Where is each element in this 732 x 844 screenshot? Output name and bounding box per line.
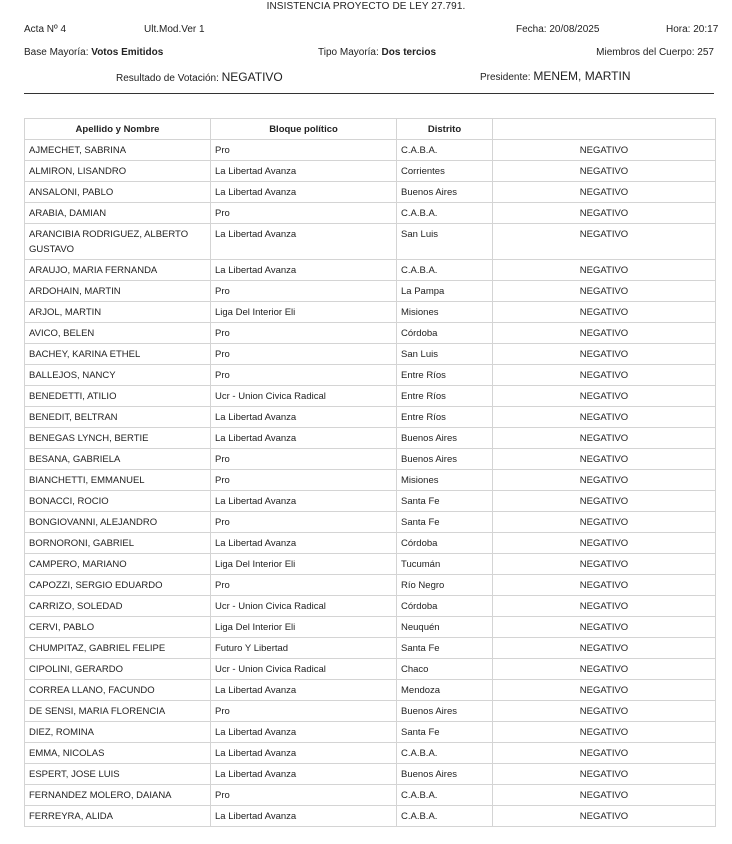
cell-vote: NEGATIVO — [493, 344, 715, 364]
table-row — [25, 596, 715, 616]
cell-district: Buenos Aires — [397, 449, 492, 469]
cell-district: Santa Fe — [397, 638, 492, 658]
table-row — [25, 281, 715, 301]
cell-bloc: La Libertad Avanza — [211, 533, 396, 553]
cell-vote: NEGATIVO — [493, 428, 715, 448]
cell-district: Córdoba — [397, 323, 492, 343]
cell-bloc: Pro — [211, 323, 396, 343]
vote-date: Fecha: 20/08/2025 — [516, 24, 600, 35]
cell-bloc: Pro — [211, 701, 396, 721]
cell-bloc: Ucr - Union Civica Radical — [211, 659, 396, 679]
cell-bloc: Pro — [211, 575, 396, 595]
cell-name: BACHEY, KARINA ETHEL — [25, 344, 210, 364]
president-value: MENEM, MARTIN — [533, 69, 631, 83]
table-row — [25, 407, 715, 427]
vote-table-body — [25, 140, 715, 826]
cell-vote: NEGATIVO — [493, 302, 715, 322]
cell-name: BALLEJOS, NANCY — [25, 365, 210, 385]
cell-district: C.A.B.A. — [397, 260, 492, 280]
cell-district: Neuquén — [397, 617, 492, 637]
table-row — [25, 575, 715, 595]
base-majority-value: Votos Emitidos — [91, 47, 164, 58]
cell-name: AVICO, BELEN — [25, 323, 210, 343]
cell-vote: NEGATIVO — [493, 140, 715, 160]
cell-vote: NEGATIVO — [493, 638, 715, 658]
cell-district: Entre Ríos — [397, 365, 492, 385]
cell-name: CIPOLINI, GERARDO — [25, 659, 210, 679]
cell-bloc: Pro — [211, 512, 396, 532]
column-header-bloc: Bloque político — [211, 119, 396, 139]
document-title: INSISTENCIA PROYECTO DE LEY 27.791. — [266, 1, 466, 12]
cell-district: C.A.B.A. — [397, 785, 492, 805]
cell-vote: NEGATIVO — [493, 365, 715, 385]
cell-vote: NEGATIVO — [493, 659, 715, 679]
cell-bloc: La Libertad Avanza — [211, 806, 396, 826]
table-row — [25, 428, 715, 448]
cell-district: C.A.B.A. — [397, 743, 492, 763]
cell-name: AJMECHET, SABRINA — [25, 140, 210, 160]
cell-vote: NEGATIVO — [493, 203, 715, 223]
cell-vote: NEGATIVO — [493, 617, 715, 637]
cell-name: BORNORONI, GABRIEL — [25, 533, 210, 553]
cell-name: CERVI, PABLO — [25, 617, 210, 637]
vote-result-label: Resultado de Votación: — [116, 73, 219, 84]
cell-district: La Pampa — [397, 281, 492, 301]
cell-vote: NEGATIVO — [493, 281, 715, 301]
cell-bloc: Pro — [211, 203, 396, 223]
majority-type-label: Tipo Mayoría: — [318, 47, 379, 58]
cell-bloc: La Libertad Avanza — [211, 428, 396, 448]
cell-bloc: La Libertad Avanza — [211, 161, 396, 181]
vote-result — [116, 70, 283, 84]
cell-vote: NEGATIVO — [493, 701, 715, 721]
vote-result-value: NEGATIVO — [221, 70, 283, 84]
table-row — [25, 470, 715, 490]
cell-district: Buenos Aires — [397, 764, 492, 784]
cell-vote: NEGATIVO — [493, 680, 715, 700]
cell-bloc: Ucr - Union Civica Radical — [211, 386, 396, 406]
table-row — [25, 344, 715, 364]
cell-district: Mendoza — [397, 680, 492, 700]
table-row — [25, 680, 715, 700]
cell-bloc: La Libertad Avanza — [211, 764, 396, 784]
table-row — [25, 533, 715, 553]
cell-name: BIANCHETTI, EMMANUEL — [25, 470, 210, 490]
table-row — [25, 659, 715, 679]
table-row — [25, 302, 715, 322]
cell-vote: NEGATIVO — [493, 785, 715, 805]
president-label: Presidente: — [480, 72, 531, 83]
cell-vote: NEGATIVO — [493, 533, 715, 553]
cell-name: FERNANDEZ MOLERO, DAIANA — [25, 785, 210, 805]
cell-vote: NEGATIVO — [493, 224, 715, 259]
table-row — [25, 365, 715, 385]
cell-name: BENEGAS LYNCH, BERTIE — [25, 428, 210, 448]
cell-name: ESPERT, JOSE LUIS — [25, 764, 210, 784]
cell-name: BONACCI, ROCIO — [25, 491, 210, 511]
cell-bloc: Pro — [211, 785, 396, 805]
cell-name: ARAUJO, MARIA FERNANDA — [25, 260, 210, 280]
cell-name: DE SENSI, MARIA FLORENCIA — [25, 701, 210, 721]
cell-bloc: Ucr - Union Civica Radical — [211, 596, 396, 616]
cell-vote: NEGATIVO — [493, 407, 715, 427]
cell-district: Tucumán — [397, 554, 492, 574]
table-row — [25, 638, 715, 658]
cell-vote: NEGATIVO — [493, 491, 715, 511]
cell-name: ARANCIBIA RODRIGUEZ, ALBERTO GUSTAVO — [25, 224, 210, 259]
cell-district: San Luis — [397, 344, 492, 364]
cell-district: Buenos Aires — [397, 701, 492, 721]
cell-vote: NEGATIVO — [493, 182, 715, 202]
majority-type-value: Dos tercios — [381, 47, 437, 58]
table-row — [25, 224, 715, 259]
cell-name: ARDOHAIN, MARTIN — [25, 281, 210, 301]
cell-vote: NEGATIVO — [493, 596, 715, 616]
cell-name: CAPOZZI, SERGIO EDUARDO — [25, 575, 210, 595]
cell-bloc: Pro — [211, 365, 396, 385]
table-row — [25, 449, 715, 469]
cell-name: BENEDIT, BELTRAN — [25, 407, 210, 427]
cell-name: ARJOL, MARTIN — [25, 302, 210, 322]
cell-district: Buenos Aires — [397, 182, 492, 202]
cell-district: Entre Ríos — [397, 386, 492, 406]
cell-district: Chaco — [397, 659, 492, 679]
cell-district: Santa Fe — [397, 491, 492, 511]
cell-district: Santa Fe — [397, 512, 492, 532]
cell-vote: NEGATIVO — [493, 575, 715, 595]
vote-time: Hora: 20:17 — [666, 24, 719, 35]
president — [480, 69, 631, 83]
cell-vote: NEGATIVO — [493, 764, 715, 784]
cell-district: C.A.B.A. — [397, 140, 492, 160]
cell-district: Misiones — [397, 470, 492, 490]
cell-vote: NEGATIVO — [493, 722, 715, 742]
cell-name: BONGIOVANNI, ALEJANDRO — [25, 512, 210, 532]
cell-name: EMMA, NICOLAS — [25, 743, 210, 763]
cell-bloc: La Libertad Avanza — [211, 680, 396, 700]
base-majority — [24, 47, 163, 58]
cell-name: CAMPERO, MARIANO — [25, 554, 210, 574]
table-row — [25, 554, 715, 574]
cell-bloc: Liga Del Interior Eli — [211, 302, 396, 322]
header-divider — [24, 93, 714, 94]
cell-vote: NEGATIVO — [493, 386, 715, 406]
cell-district: Buenos Aires — [397, 428, 492, 448]
cell-bloc: La Libertad Avanza — [211, 491, 396, 511]
cell-bloc: La Libertad Avanza — [211, 182, 396, 202]
cell-name: BESANA, GABRIELA — [25, 449, 210, 469]
cell-name: CARRIZO, SOLEDAD — [25, 596, 210, 616]
table-row — [25, 140, 715, 160]
column-header-district: Distrito — [397, 119, 492, 139]
cell-name: DIEZ, ROMINA — [25, 722, 210, 742]
cell-bloc: Futuro Y Libertad — [211, 638, 396, 658]
cell-bloc: Liga Del Interior Eli — [211, 554, 396, 574]
base-majority-label: Base Mayoría: — [24, 47, 89, 58]
cell-district: C.A.B.A. — [397, 806, 492, 826]
cell-vote: NEGATIVO — [493, 449, 715, 469]
table-row — [25, 161, 715, 181]
cell-bloc: Pro — [211, 281, 396, 301]
cell-name: BENEDETTI, ATILIO — [25, 386, 210, 406]
table-header-row — [25, 119, 715, 139]
table-row — [25, 806, 715, 826]
cell-district: Santa Fe — [397, 722, 492, 742]
cell-name: FERREYRA, ALIDA — [25, 806, 210, 826]
cell-vote: NEGATIVO — [493, 554, 715, 574]
table-row — [25, 512, 715, 532]
cell-vote: NEGATIVO — [493, 743, 715, 763]
cell-name: CHUMPITAZ, GABRIEL FELIPE — [25, 638, 210, 658]
table-row — [25, 323, 715, 343]
column-header-vote — [493, 119, 715, 139]
cell-bloc: La Libertad Avanza — [211, 224, 396, 259]
cell-district: C.A.B.A. — [397, 203, 492, 223]
cell-bloc: Pro — [211, 449, 396, 469]
table-row — [25, 617, 715, 637]
cell-district: Misiones — [397, 302, 492, 322]
cell-vote: NEGATIVO — [493, 512, 715, 532]
table-row — [25, 764, 715, 784]
cell-district: San Luis — [397, 224, 492, 259]
majority-type — [318, 47, 436, 58]
last-modified-version: Ult.Mod.Ver 1 — [144, 24, 205, 35]
cell-name: ANSALONI, PABLO — [25, 182, 210, 202]
table-row — [25, 785, 715, 805]
cell-vote: NEGATIVO — [493, 161, 715, 181]
cell-district: Córdoba — [397, 533, 492, 553]
cell-district: Entre Ríos — [397, 407, 492, 427]
cell-bloc: La Libertad Avanza — [211, 260, 396, 280]
cell-bloc: Pro — [211, 140, 396, 160]
table-row — [25, 203, 715, 223]
table-row — [25, 701, 715, 721]
cell-bloc: Liga Del Interior Eli — [211, 617, 396, 637]
cell-district: Río Negro — [397, 575, 492, 595]
cell-vote: NEGATIVO — [493, 323, 715, 343]
cell-bloc: Pro — [211, 470, 396, 490]
cell-vote: NEGATIVO — [493, 260, 715, 280]
cell-name: ARABIA, DAMIAN — [25, 203, 210, 223]
cell-vote: NEGATIVO — [493, 806, 715, 826]
cell-name: ALMIRON, LISANDRO — [25, 161, 210, 181]
table-row — [25, 260, 715, 280]
cell-district: Corrientes — [397, 161, 492, 181]
cell-district: Córdoba — [397, 596, 492, 616]
vote-table — [24, 118, 716, 827]
acta-number: Acta Nº 4 — [24, 24, 67, 35]
cell-bloc: Pro — [211, 344, 396, 364]
column-header-name: Apellido y Nombre — [25, 119, 210, 139]
table-row — [25, 182, 715, 202]
table-row — [25, 722, 715, 742]
chamber-members: Miembros del Cuerpo: 257 — [596, 47, 714, 58]
cell-vote: NEGATIVO — [493, 470, 715, 490]
cell-bloc: La Libertad Avanza — [211, 407, 396, 427]
cell-bloc: La Libertad Avanza — [211, 722, 396, 742]
table-row — [25, 386, 715, 406]
table-row — [25, 743, 715, 763]
cell-bloc: La Libertad Avanza — [211, 743, 396, 763]
table-row — [25, 491, 715, 511]
cell-name: CORREA LLANO, FACUNDO — [25, 680, 210, 700]
